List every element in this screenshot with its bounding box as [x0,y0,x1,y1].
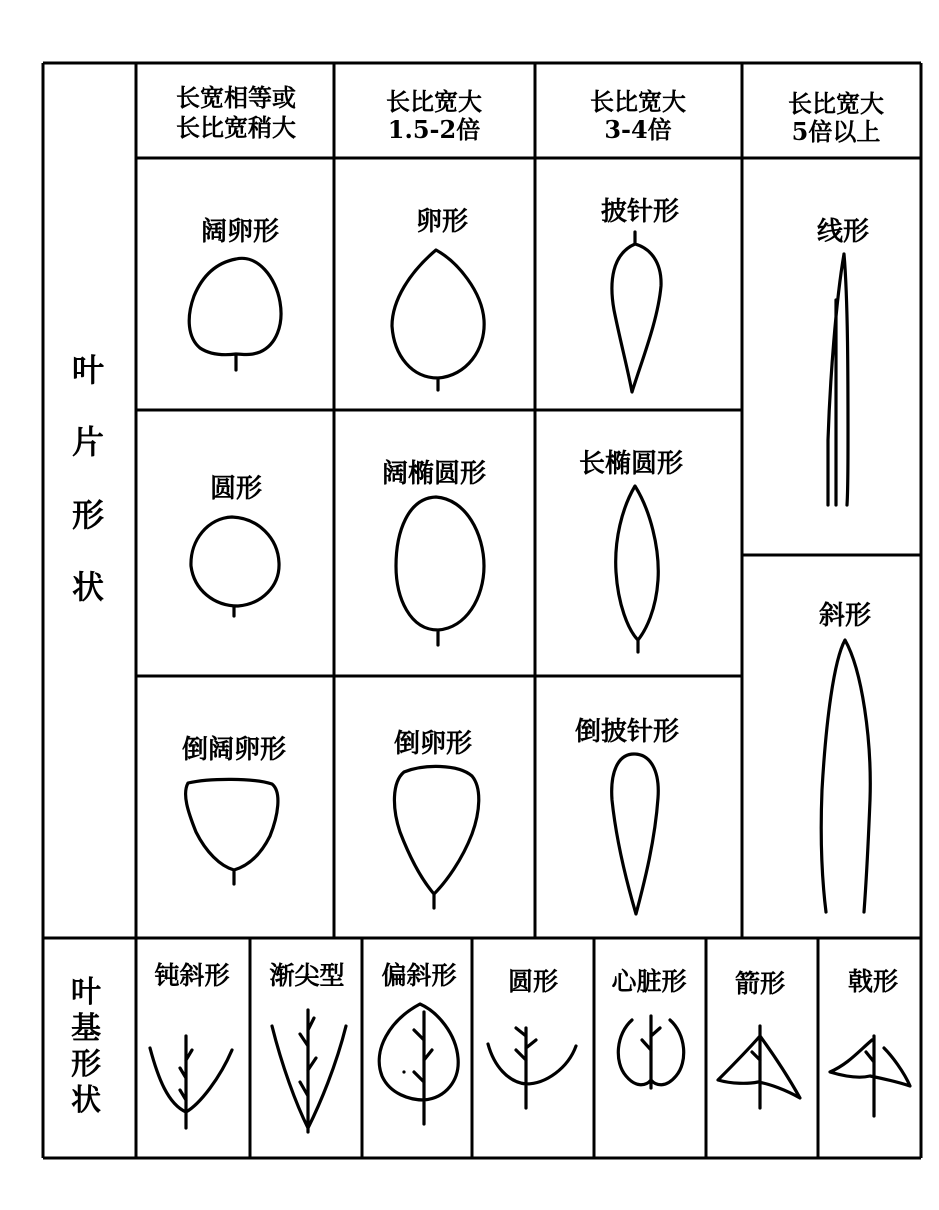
label-obovate-broad: 倒阔卵形 [181,735,287,765]
rounded-base [488,1028,576,1108]
blade-label-char: 片 [71,423,105,461]
label-broad-elliptic: 阔椭圆形 [381,459,487,489]
base-label-char: 基 [71,1011,101,1046]
label-oblong: 长椭圆形 [578,449,684,479]
blade-label-char: 形 [71,496,105,534]
orbicular-leaf [191,517,279,616]
sagittate-base [718,1026,800,1108]
base-label-char: 叶 [71,975,101,1010]
header-col1-line2: 长比宽稍大 [176,113,296,142]
label-base-rounded: 圆形 [507,967,559,996]
cordate-base [618,1016,683,1088]
broad-ovate-leaf [189,258,281,370]
label-obovate: 倒卵形 [393,729,473,759]
header-col4-line2: 5倍以上 [791,117,881,146]
label-linear: 线形 [816,217,870,247]
oblique-base [379,1004,458,1124]
blade-label-char: 状 [71,568,105,606]
blade-shape-drawings [186,232,871,914]
label-ovate: 卵形 [415,207,469,237]
hastate-base [830,1036,910,1116]
header-col1-line1: 长宽相等或 [176,83,296,112]
oblong-leaf [616,486,659,652]
ovate-leaf [392,250,484,390]
label-base-hastate: 戟形 [847,967,899,996]
base-shape-labels [154,961,898,998]
obovate-broad-leaf [186,779,278,884]
label-falcate: 斜形 [818,601,872,631]
linear-leaf [828,254,848,505]
label-oblanceolate: 倒披针形 [574,717,680,747]
label-base-attenuate: 渐尖型 [269,961,345,990]
header-col4-line1: 长比宽大 [788,89,884,118]
blade-label-char: 叶 [71,351,105,389]
header-col3-line1: 长比宽大 [590,87,686,116]
attenuate-base [272,1010,346,1132]
label-base-cordate: 心脏形 [611,967,687,996]
label-broad-ovate: 阔卵形 [200,217,280,247]
label-orbicular: 圆形 [209,474,263,504]
blade-row-label [72,351,104,606]
falcate-leaf [821,640,870,912]
header-col2-line2: 1.5-2倍 [387,115,481,144]
base-label-char: 状 [71,1083,101,1118]
leaf-base-drawings [150,1004,910,1132]
obtuse-base [150,1036,232,1128]
base-row-label [71,975,101,1118]
label-base-oblique: 偏斜形 [381,961,457,990]
label-base-obtuse: 钝斜形 [154,961,230,990]
base-label-char: 形 [71,1047,101,1082]
lanceolate-leaf [612,232,661,392]
broad-elliptic-leaf [396,497,484,645]
blade-shape-labels [181,197,871,765]
table-grid [43,63,921,1158]
oblanceolate-leaf [612,754,659,914]
header-col2-line1: 长比宽大 [386,87,482,116]
column-headers [176,83,884,146]
obovate-leaf [394,766,478,908]
label-lanceolate: 披针形 [600,197,680,227]
header-col3-line2: 3-4倍 [604,115,672,144]
label-base-sagittate: 箭形 [734,969,786,998]
